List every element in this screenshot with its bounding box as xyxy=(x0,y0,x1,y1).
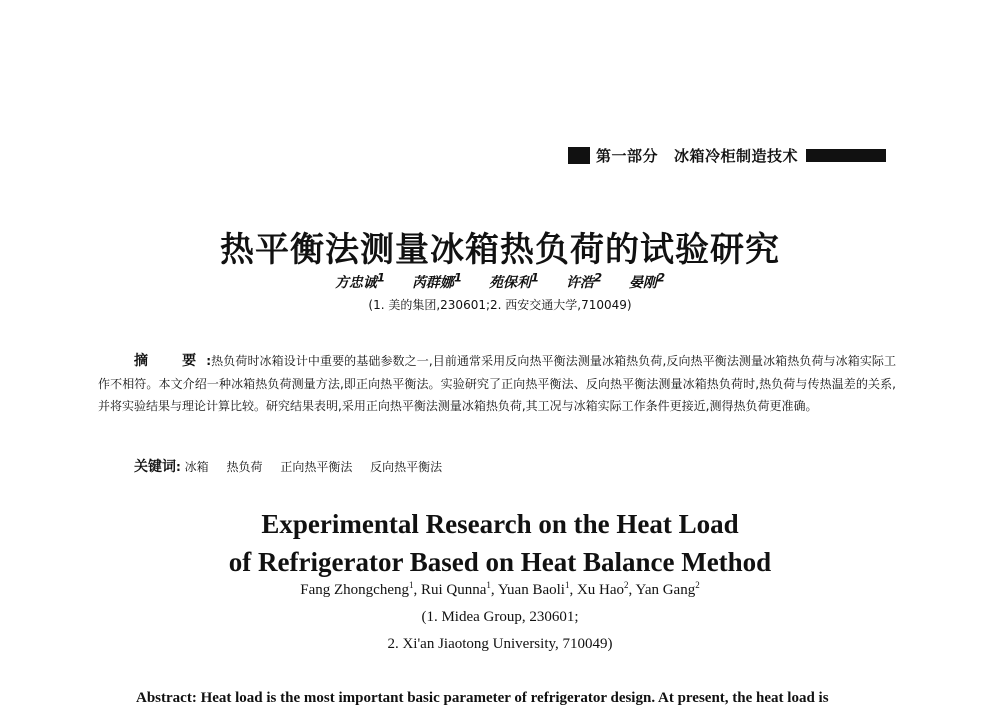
author-cn: 许浩$^2$ xyxy=(565,270,603,291)
authors-cn xyxy=(0,270,1000,292)
keywords-cn: 关键词: 冰箱 热负荷 正向热平衡法 反向热平衡法 xyxy=(134,459,443,475)
author-en: Yuan Baoli$^1$ xyxy=(497,580,570,598)
author-cn: 芮群娜$^1$ xyxy=(411,270,463,291)
author-en: Xu Hao$^2$ xyxy=(576,580,629,598)
section-part: 第一部分 xyxy=(596,146,659,165)
keyword: 正向热平衡法 xyxy=(280,460,353,474)
header-decor-right xyxy=(806,149,886,162)
title-en xyxy=(0,505,1000,581)
affiliation-en-2: 2. Xi'an Jiaotong University, 710049) xyxy=(387,636,613,652)
abstract-label: 摘 要 xyxy=(134,353,207,369)
author-en: Yan Gang$^2$ xyxy=(635,580,700,598)
header-decor-left xyxy=(568,147,590,164)
affiliations-cn: (1. 美的集团,230601;2. 西安交通大学,710049) xyxy=(368,298,632,312)
title-cn: 热平衡法测量冰箱热负荷的试验研究 xyxy=(220,230,780,270)
abstract-text: 热负荷时冰箱设计中重要的基础参数之一,目前通常采用反向热平衡法测量冰箱热负荷,反向热平衡法测量冰箱热负荷与冰箱实际工作不相符。本文介绍一种冰箱热负荷测量方法,即正向热平衡法。实验研究了正向热平衡法、反向热平衡法测量冰箱热负荷时,热负荷与传热温差的关系,并将实验结果与理论计算比较。研究结果表明,采用正向热平衡法测量冰箱热负荷,其工况与冰箱实际工作条件更接近,测得热负荷更准确。 xyxy=(98,354,897,413)
section-header-text xyxy=(596,145,798,166)
keyword: 反向热平衡法 xyxy=(370,460,443,474)
section-header xyxy=(568,144,886,166)
affiliation-en-1: (1. Midea Group, 230601; xyxy=(421,609,579,625)
section-topic: 冰箱冷柜制造技术 xyxy=(674,146,799,165)
author-cn: 晏刚$^2$ xyxy=(628,270,666,291)
author-en: Fang Zhongcheng$^1$ xyxy=(300,580,414,598)
author-en: Rui Qunna$^1$ xyxy=(421,580,491,598)
keyword: 热负荷 xyxy=(226,460,263,474)
author-cn: 方忠诚$^1$ xyxy=(334,270,386,291)
title-en-line1: Experimental Research on the Heat Load xyxy=(261,509,739,539)
author-cn: 苑保利$^1$ xyxy=(488,270,540,291)
title-en-line2: of Refrigerator Based on Heat Balance Method xyxy=(228,547,772,577)
abstract-en-partial: Abstract: Heat load is the most important basic parameter of refrigerator design. At present, the heat load is xyxy=(136,690,829,706)
keywords-label: 关键词 xyxy=(134,459,176,475)
keyword: 冰箱 xyxy=(184,460,209,474)
abstract-cn: 摘 要:热负荷时冰箱设计中重要的基础参数之一,目前通常采用反向热平衡法测量冰箱热负荷,反向热平衡法测量冰箱热负荷与冰箱实际工作不相符。本文介绍一种冰箱热负荷测量方法,即正向热平衡法。实验研究了正向热平衡法、反向热平衡法测量冰箱热负荷时,热负荷与传热温差的关系,并将实验结果与理论计算比较。研究结果表明,采用正向热平衡法测量冰箱热负荷,其工况与冰箱实际工作条件更接近,测得热负荷更准确。 xyxy=(98,353,897,413)
authors-en: Fang Zhongcheng$^1$, Rui Qunna$^1$, Yuan Baoli$^1$, Xu Hao$^2$, Yan Gang$^2$ xyxy=(300,580,700,598)
